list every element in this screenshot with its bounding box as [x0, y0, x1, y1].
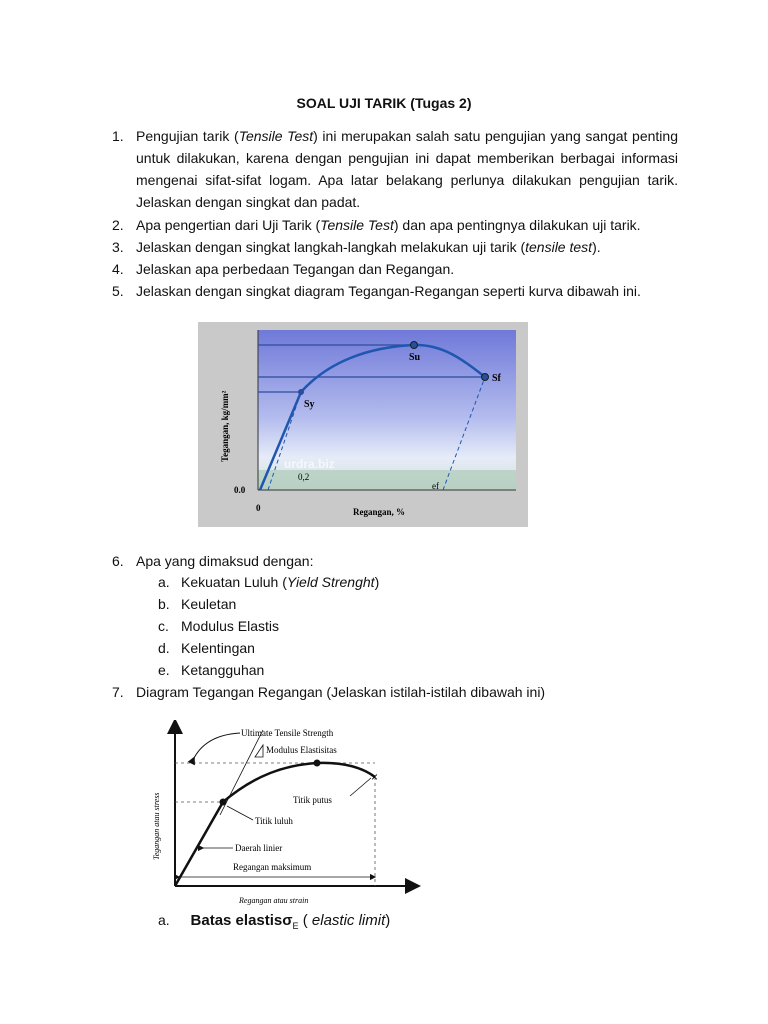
ground-band [258, 470, 516, 490]
fracture-label: Titik putus [293, 795, 332, 805]
page-title: SOAL UJI TARIK (Tugas 2) [296, 95, 472, 111]
y-axis-label: Tegangan atau stress [152, 792, 161, 860]
question-number: 5. [112, 283, 124, 299]
fracture-mark: × [371, 770, 379, 784]
question-3 [112, 236, 678, 258]
question-5 [112, 280, 678, 302]
y-axis-label: Tegangan, kg/mm² [220, 390, 230, 462]
question-text: Diagram Tegangan Regangan (Jelaskan istilah-istilah dibawah ini) [136, 684, 546, 700]
modulus-triangle [255, 745, 263, 757]
fracture-leader [350, 778, 371, 796]
question-number: 7. [112, 684, 124, 700]
uts-arrow [193, 733, 240, 760]
q7-sub-item-a: a. Batas elastisσ$_E$ ( elastic limit) [158, 912, 391, 931]
question-text: Apa yang dimaksud dengan: [136, 553, 314, 569]
question-number: 3. [112, 239, 124, 255]
question-text: Apa pengertian dari Uji Tarik (Tensile Test) dan apa pentingnya dilakukan uji tarik. [136, 217, 641, 233]
origin-y-label: 0.0 [234, 485, 246, 495]
question-number: 1. [112, 128, 124, 144]
sy-label: Sy [304, 399, 315, 410]
sy-point [298, 389, 304, 395]
question-7 [112, 681, 678, 703]
watermark: urdra.biz [284, 457, 335, 471]
ef-label: ef [432, 481, 439, 491]
question-6 [112, 550, 678, 572]
su-point [411, 342, 418, 349]
modulus-label: Modulus Elastisitas [266, 745, 337, 755]
modulus-leader [220, 730, 263, 815]
origin-x-label: 0 [256, 503, 261, 513]
uts-point [314, 760, 321, 767]
max-strain-label: Regangan maksimum [233, 862, 312, 872]
question-2 [112, 214, 678, 236]
question-text: Jelaskan dengan singkat langkah-langkah melakukan uji tarik (tensile test). [136, 239, 601, 255]
sf-label: Sf [492, 373, 501, 384]
yield-leader [227, 806, 253, 820]
x-axis-label: Regangan atau strain [239, 896, 309, 905]
yield-label: Titik luluh [255, 816, 293, 826]
uts-label: Ultimate Tensile Strength [241, 728, 334, 738]
stress-strain-figure-2 [145, 720, 425, 910]
su-label: Su [409, 352, 421, 363]
question-text: Jelaskan apa perbedaan Tegangan dan Regangan. [136, 261, 455, 277]
question-number: 2. [112, 217, 124, 233]
stress-strain-figure-1 [198, 322, 528, 527]
question-text: Jelaskan dengan singkat diagram Tegangan-Regangan seperti kurva dibawah ini. [136, 283, 641, 299]
question-text: Pengujian tarik (Tensile Test) ini merupakan salah satu pengujian yang sangat penting untuk dilakukan, karena dengan pengujian ini dapat memberikan berbagai informasi mengenai sifat-sifat logam. Apa latar belakang perlunya dilakukan pengujian tarik. Jelaskan dengan singkat dan padat. [136, 128, 678, 210]
question-number: 4. [112, 261, 124, 277]
x-axis-label: Regangan, % [353, 507, 406, 517]
question-4 [112, 258, 678, 280]
sf-point [482, 374, 489, 381]
linear-label: Daerah linier [235, 843, 283, 853]
question-number: 6. [112, 553, 124, 569]
question-1 [112, 125, 678, 213]
offset-label: 0,2 [298, 472, 310, 482]
